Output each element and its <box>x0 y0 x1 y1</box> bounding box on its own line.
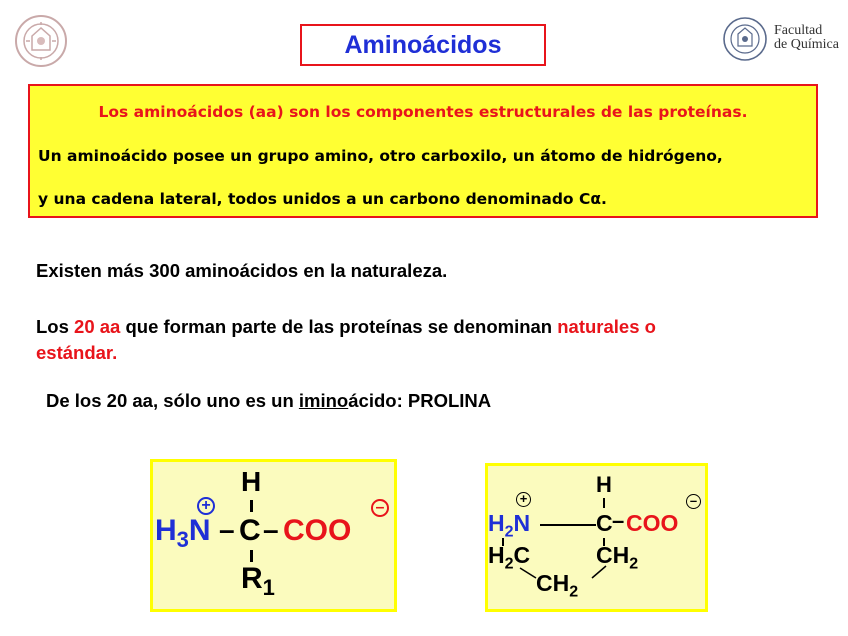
struct2-amino-h: H <box>488 510 505 536</box>
intro-definition-box <box>28 84 818 218</box>
struct1-bond-top <box>250 500 253 512</box>
proline-structure <box>485 463 708 612</box>
struct1-minus-charge: – <box>371 499 389 517</box>
struct1-r: R <box>241 562 263 595</box>
struct2-ch2-right-c: CH <box>596 542 630 568</box>
struct2-ch2-bottom-c: CH <box>536 570 570 596</box>
struct2-h2c-sub: 2 <box>504 555 514 573</box>
struct1-carboxyl: COO <box>283 514 352 547</box>
struct2-minus-charge: – <box>686 494 701 509</box>
struct1-bond-bottom <box>250 550 253 562</box>
page-title: Aminoácidos <box>300 24 546 66</box>
paragraph-standard-line2: estándar. <box>36 342 118 363</box>
struct2-ring-bonds <box>488 466 711 615</box>
intro-line-3: y una cadena lateral, todos unidos a un carbono denominado Cα. <box>38 190 607 208</box>
faculty-name-line1: Facultad <box>774 23 823 38</box>
struct1-h: H <box>241 466 262 497</box>
struct2-ch2-bottom <box>536 570 578 602</box>
para3-text-b: ácido: PROLINA <box>348 390 492 411</box>
struct2-carboxyl: COO <box>626 510 679 536</box>
faculty-logo <box>722 16 848 62</box>
struct2-ch2-right-sub: 2 <box>629 555 639 573</box>
para3-text-a: De los 20 aa, sólo uno es un <box>46 390 299 411</box>
faculty-seal-icon <box>722 16 768 62</box>
struct1-dash-right: – <box>263 514 279 545</box>
struct2-amino-n: N <box>513 510 531 536</box>
struct1-r-sub: 1 <box>262 575 275 600</box>
struct1-amino-sub: 3 <box>176 527 189 552</box>
struct1-alpha-carbon: C <box>239 514 261 547</box>
university-seal-logo <box>14 14 68 68</box>
struct2-h: H <box>596 472 612 497</box>
struct2-h2c-h: H <box>488 542 505 568</box>
intro-line-1: Los aminoácidos (aa) son los componentes estructurales de las proteínas. <box>98 103 748 121</box>
para2-text-b: que forman parte de las proteínas se denominan <box>120 316 558 337</box>
struct2-alpha-carbon: C <box>596 510 613 536</box>
struct1-amino-h: H <box>155 514 177 547</box>
para3-underlined-imino: imino <box>298 390 349 411</box>
struct2-dash: – <box>612 508 625 533</box>
generic-amino-acid-structure <box>150 459 397 612</box>
struct2-ch2-bottom-sub: 2 <box>569 583 579 601</box>
paragraph-count: Existen más 300 aminoácidos en la naturaleza. <box>36 260 448 281</box>
struct1-amino-group <box>155 514 211 553</box>
struct1-plus-charge: + <box>197 497 215 515</box>
para2-text-a: Los <box>36 316 75 337</box>
struct2-h2c-c: C <box>513 542 531 568</box>
struct1-amino-n: N <box>188 514 211 547</box>
paragraph-standard-line1 <box>36 316 656 338</box>
para2-highlight-20aa: 20 aa <box>74 316 121 337</box>
intro-line-2: Un aminoácido posee un grupo amino, otro carboxilo, un átomo de hidrógeno, <box>38 147 723 165</box>
struct2-plus-charge: + <box>516 492 531 507</box>
struct1-dash-left: – <box>219 514 235 545</box>
para2-highlight-naturales: naturales o <box>557 316 656 337</box>
faculty-name-line2: de Química <box>774 37 839 52</box>
struct2-amino-sub: 2 <box>504 523 514 541</box>
struct1-side-chain <box>241 562 275 601</box>
paragraph-prolina <box>46 390 491 412</box>
